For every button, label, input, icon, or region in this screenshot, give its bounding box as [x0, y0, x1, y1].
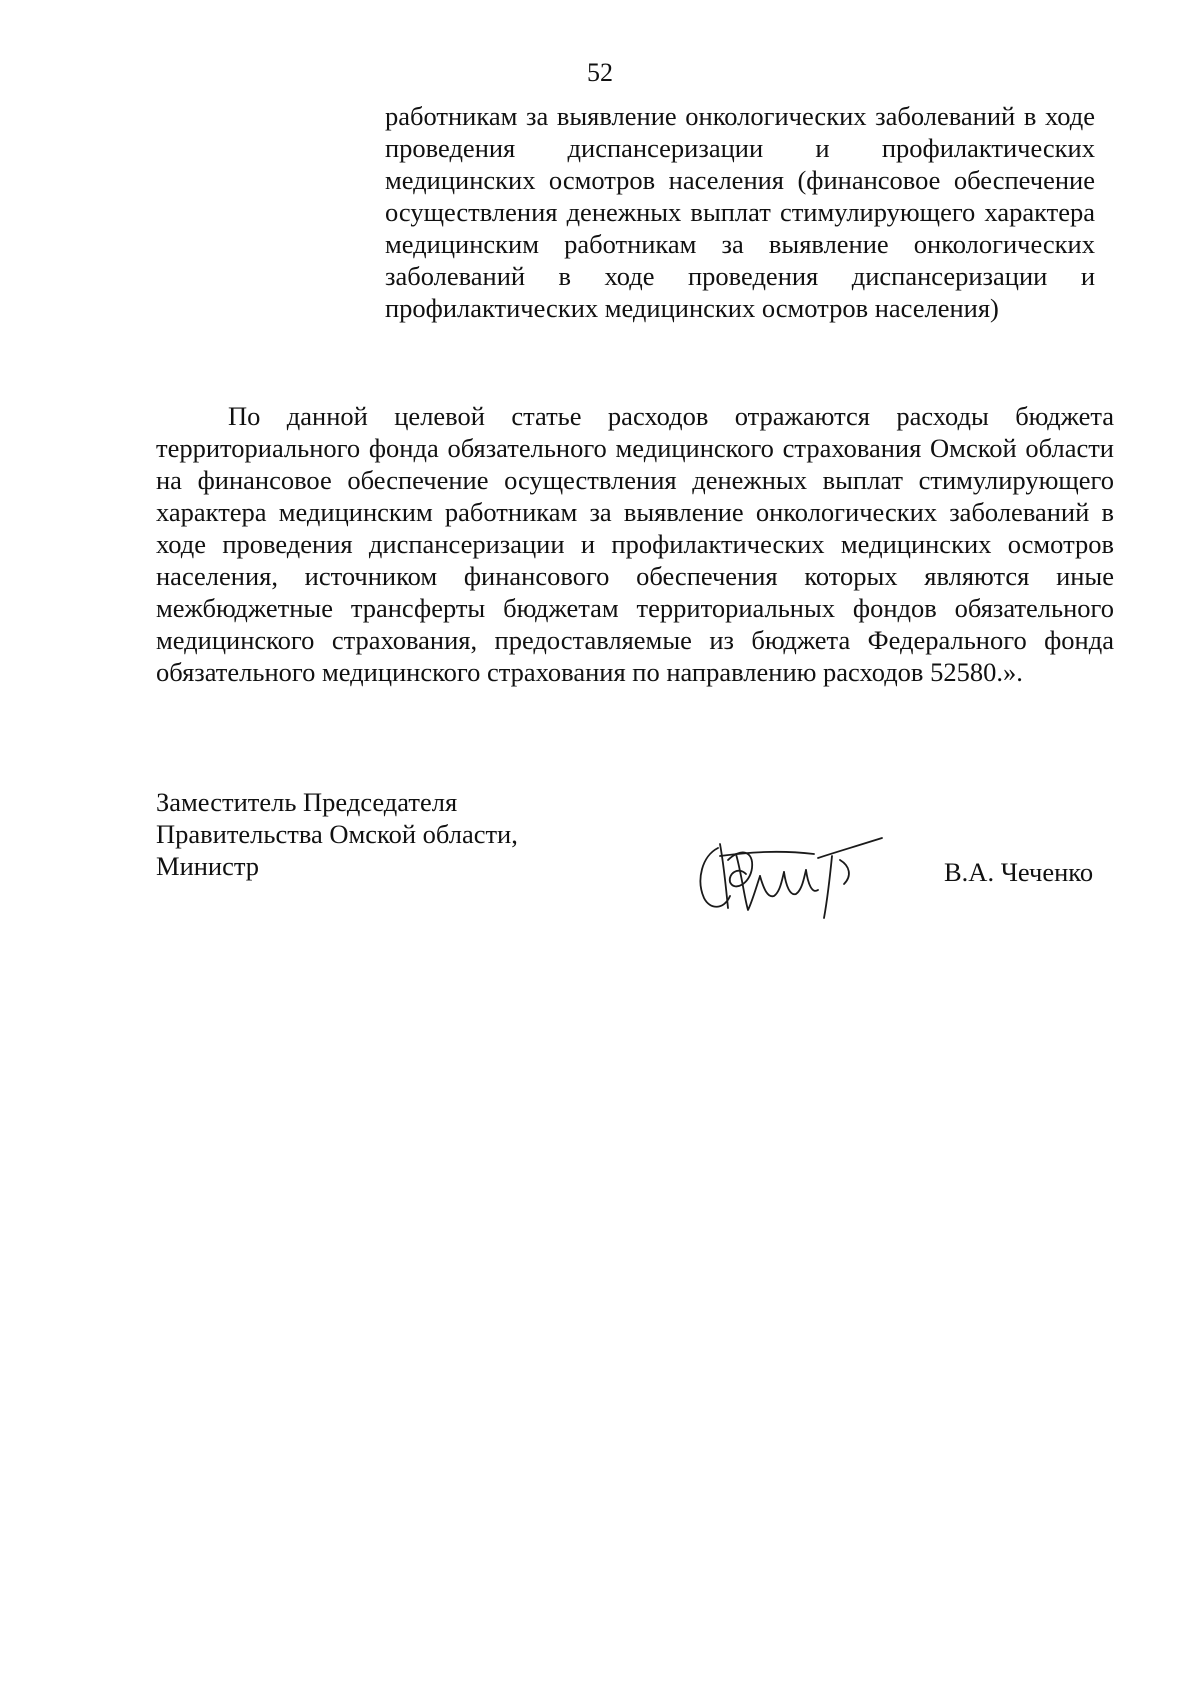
- body-paragraph: По данной целевой статье расходов отражаются расходы бюджета территориального фонда обязательного медицинского страхования Омской области на финансовое обеспечение осуществления денежных выплат стимулирующего характера медицинским работникам за выявление онкологических заболеваний в ходе проведения диспансеризации и профилактических медицинских осмотров населения, источником финансового обеспечения которых являются иные межбюджетные трансферты бюджетам территориальных фондов обязательного медицинского страхования, предоставляемые из бюджета Федерального фонда обязательного медицинского страхования по направлению расходов 52580.».: [156, 401, 1114, 687]
- signer-position-line-1: Заместитель Председателя: [156, 787, 458, 817]
- page-number: 52: [587, 58, 613, 87]
- article-heading-text: работникам за выявление онкологических заболеваний в ходе проведения диспансеризации и профилактических медицинских осмотров населения (финансовое обеспечение осуществления денежных выплат стимулирующего характера медицинским работникам за выявление онкологических заболеваний в ходе проведения диспансеризации и профилактических медицинских осмотров населения): [385, 101, 1095, 323]
- article-body: [156, 400, 1114, 688]
- signer-position: [156, 786, 518, 882]
- signer-name: В.А. Чеченко: [944, 857, 1094, 887]
- handwritten-signature: [690, 818, 890, 928]
- signer-position-line-2: Правительства Омской области,: [156, 819, 518, 849]
- signer-position-line-3: Министр: [156, 851, 260, 881]
- article-heading: [385, 100, 1095, 324]
